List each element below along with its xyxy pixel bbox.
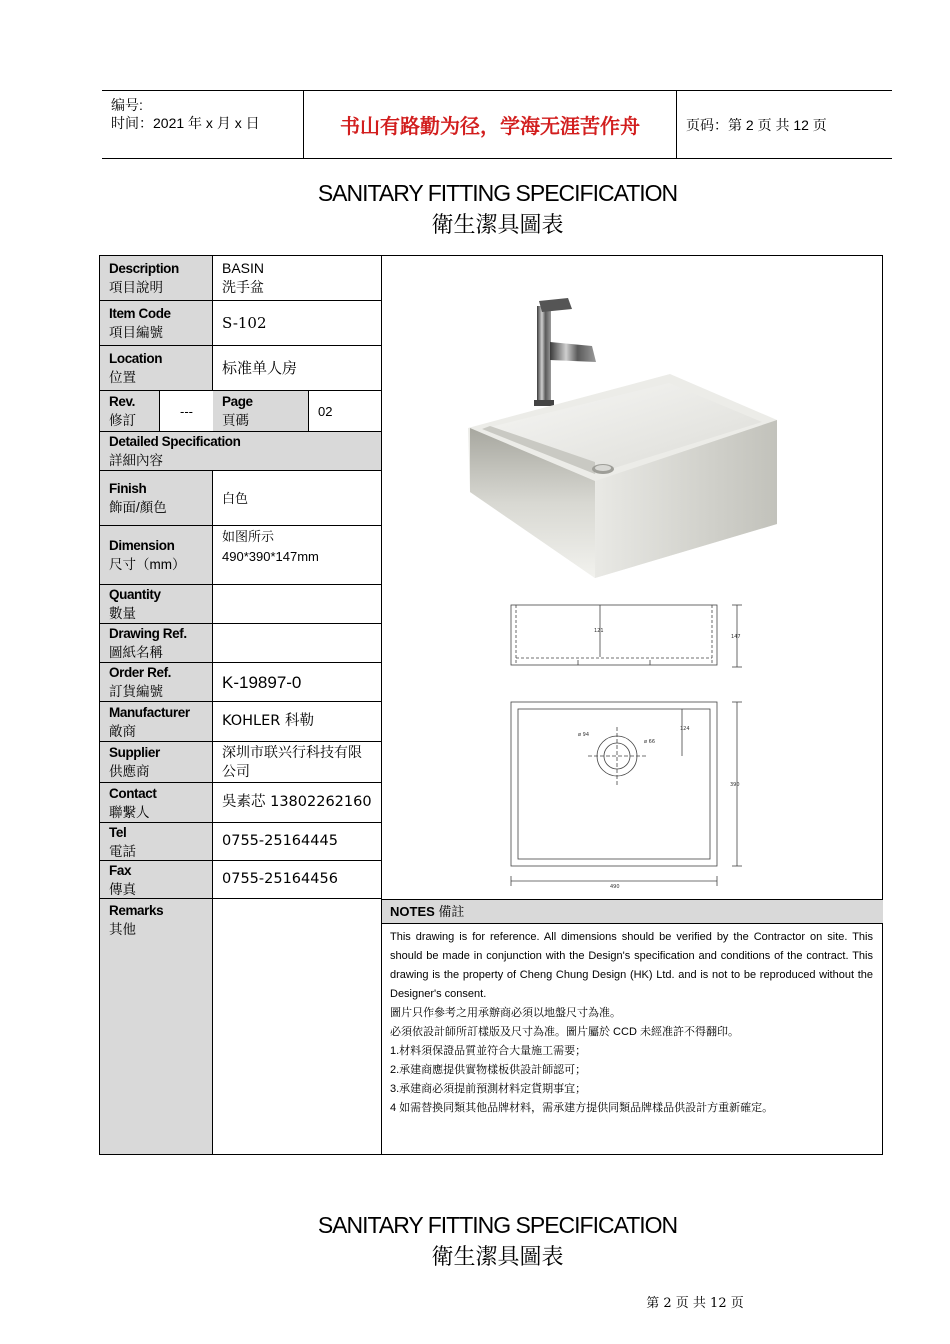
row-rev-page: Rev. 修訂 --- Page 頁碼 02 bbox=[100, 391, 381, 432]
row-detailed-spec: Detailed Specification 詳細內容 bbox=[100, 432, 381, 471]
header-motto: 书山有路勤为径，学海无涯苦作舟 bbox=[304, 91, 677, 158]
spec-title-en: SANITARY FITTING SPECIFICATION bbox=[317, 1212, 678, 1238]
dim-124: 124 bbox=[680, 726, 690, 732]
notes-line: 圖片只作參考之用承辦商必須以地盤尺寸為准。 bbox=[390, 1007, 621, 1019]
row-drawing-ref: Drawing Ref. 圖紙名稱 bbox=[100, 624, 381, 663]
notes-line: 3.承建商必須提前預測材料定貨期事宜； bbox=[390, 1083, 587, 1095]
notes-line: 1.材料須保證品質並符合大量施工需要； bbox=[390, 1045, 587, 1057]
time-label: 时间：2021 年 x 月 x 日 bbox=[111, 115, 260, 131]
plan-drawing bbox=[511, 702, 742, 886]
row-item-code: Item Code 項目編號 S-102 bbox=[100, 301, 381, 346]
dim-490: 490 bbox=[610, 884, 620, 890]
row-fax: Fax 傳真 0755-25164456 bbox=[100, 861, 381, 899]
page-footer: 第 2 页 共 12 页 bbox=[646, 1296, 744, 1311]
dim-66: ø 66 bbox=[644, 739, 656, 745]
row-location: Location 位置 标准单人房 bbox=[100, 346, 381, 391]
faucet-icon bbox=[534, 298, 596, 406]
spec-title-zh: 衛生潔具圖表 bbox=[431, 1244, 564, 1269]
page-header bbox=[102, 90, 892, 159]
row-quantity: Quantity 數量 bbox=[100, 585, 381, 624]
spec-title bbox=[0, 180, 950, 239]
row-manufacturer: Manufacturer 敵商 KOHLER 科勒 bbox=[100, 702, 381, 742]
product-image-area bbox=[382, 256, 883, 899]
notes-heading-en: NOTES bbox=[390, 904, 435, 919]
notes-heading-zh: 備註 bbox=[438, 904, 465, 919]
rev-value: --- bbox=[160, 391, 214, 431]
page-value: 02 bbox=[318, 403, 333, 419]
notes-line: 4 如需替換同類其他品牌材料，需承建方提供同類品牌樣品供設計方重新確定。 bbox=[390, 1102, 774, 1114]
basin-body bbox=[468, 374, 777, 578]
row-tel: Tel 電話 0755-25164445 bbox=[100, 823, 381, 861]
row-remarks: Remarks 其他 bbox=[100, 899, 381, 1154]
dim-147: 147 bbox=[731, 634, 741, 640]
notes-line: 必須依設計師所訂樣版及尺寸為准。圖片屬於 CCD 未經准許不得翻印。 bbox=[390, 1026, 739, 1038]
spec-title-zh: 衛生潔具圖表 bbox=[431, 212, 564, 237]
header-page-number: 页码：第 2 页 共 12 页 bbox=[686, 116, 827, 133]
dim-390: 390 bbox=[730, 782, 740, 788]
notes-paragraph: This drawing is for reference. All dimensions should be verified by the Contractor on site. This should be made in conjunction with the Design's specification and conditions of the contract. This drawing is the property of Cheng Chung Design (HK) Ltd. and is not to be reproduced without the Designer's consent. bbox=[390, 931, 873, 1000]
notes-heading bbox=[382, 899, 883, 924]
dim-94: ø 94 bbox=[578, 732, 590, 738]
row-order-ref: Order Ref. 訂貨編號 K-19897-0 bbox=[100, 663, 381, 702]
doc-number-label: 编号: bbox=[111, 97, 143, 113]
elevation-drawing bbox=[511, 605, 742, 667]
basin-illustration bbox=[382, 256, 883, 899]
row-dimension: Dimension 尺寸（mm） 如图所示 490*390*147mm bbox=[100, 526, 381, 585]
dim-121: 121 bbox=[594, 628, 604, 634]
notes-body bbox=[390, 928, 873, 1118]
row-description: Description 項目說明 BASIN 洗手盆 bbox=[100, 256, 381, 301]
row-contact: Contact 聯繫人 吳素芯 13802262160 bbox=[100, 783, 381, 823]
spec-table bbox=[99, 255, 883, 1155]
spec-title-repeat bbox=[0, 1212, 950, 1271]
row-finish: Finish 飾面/顏色 白色 bbox=[100, 471, 381, 526]
row-supplier: Supplier 供應商 深圳市联兴行科技有限 公司 bbox=[100, 742, 381, 783]
notes-line: 2.承建商應提供實物樣板供設計師認可； bbox=[390, 1064, 587, 1076]
spec-title-en: SANITARY FITTING SPECIFICATION bbox=[317, 180, 678, 206]
header-meta bbox=[102, 91, 304, 158]
